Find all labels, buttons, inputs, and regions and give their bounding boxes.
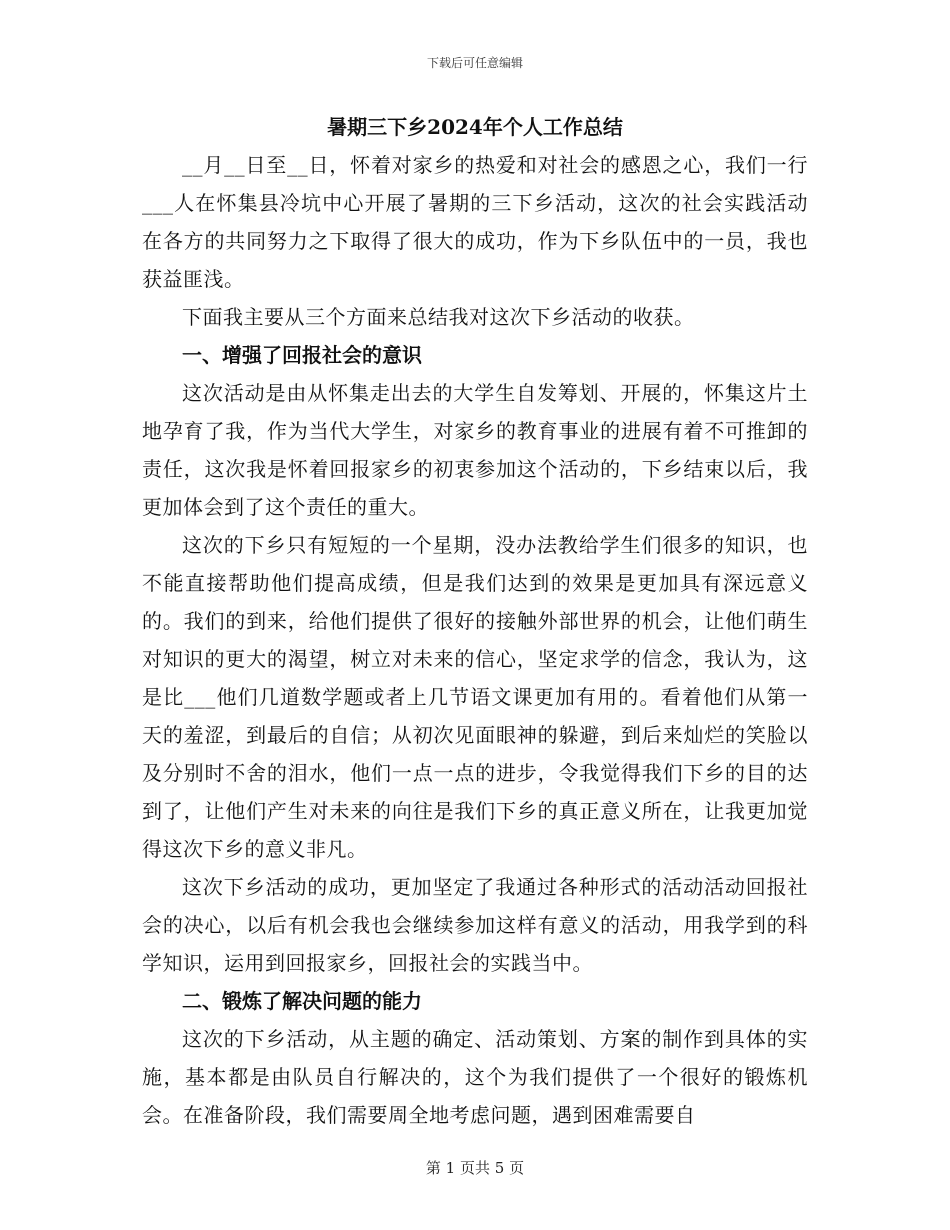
paragraph-section1-c: 这次下乡活动的成功，更加坚定了我通过各种形式的活动活动回报社会的决心，以后有机会我也会继续参加这样有意义的活动，用我学到的科学知识，运用到回报家乡，回报社会的实践当中。 <box>142 875 808 975</box>
page-header: 下载后可任意编辑 <box>426 56 523 70</box>
paragraph-section1-a: 这次活动是由从怀集走出去的大学生自发筹划、开展的，怀集这片土地孕育了我，作为当代大学生，对家乡的教育事业的进展有着不可推卸的责任，这次我是怀着回报家乡的初衷参加这个活动的，下乡结束以后，我更加体会到了这个责任的重大。 <box>142 381 808 519</box>
section-heading-1: 一、增强了回报社会的意识 <box>182 343 422 367</box>
paragraph-section1-b: 这次的下乡只有短短的一个星期，没办法教给学生们很多的知识，也不能直接帮助他们提高成绩，但是我们达到的效果是更加具有深远意义的。我们的到来，给他们提供了很好的接触外部世界的机会，让他们萌生对知识的更大的渴望，树立对未来的信心，坚定求学的信念，我认为，这是比___他们几道数学题或者上几节语文课更加有用的。看着他们从第一天的羞涩，到最后的自信；从初次见面眼神的躲避，到后来灿烂的笑脸以及分别时不舍的泪水，他们一点一点的进步，令我觉得我们下乡的目的达到了，让他们产生对未来的向往是我们下乡的真正意义所在，让我更加觉得这次下乡的意义非凡。 <box>142 533 808 861</box>
document-title: 暑期三下乡2024年个人工作总结 <box>327 115 623 139</box>
page-number: 第 1 页共 5 页 <box>425 1159 525 1177</box>
document-body <box>142 108 808 1134</box>
paragraph-section2-a: 这次的下乡活动，从主题的确定、活动策划、方案的制作到具体的实施，基本都是由队员自行解决的，这个为我们提供了一个很好的锻炼机会。在准备阶段，我们需要周全地考虑问题，遇到困难需要自 <box>142 1027 808 1127</box>
paragraph-intro: __月__日至__日，怀着对家乡的热爱和对社会的感恩之心，我们一行___人在怀集县冷坑中心开展了暑期的三下乡活动，这次的社会实践活动在各方的共同努力之下取得了很大的成功，作为下乡队伍中的一员，我也获益匪浅。 <box>142 153 808 291</box>
paragraph-overview: 下面我主要从三个方面来总结我对这次下乡活动的收获。 <box>182 305 695 329</box>
section-heading-2: 二、锻炼了解决问题的能力 <box>182 989 422 1013</box>
